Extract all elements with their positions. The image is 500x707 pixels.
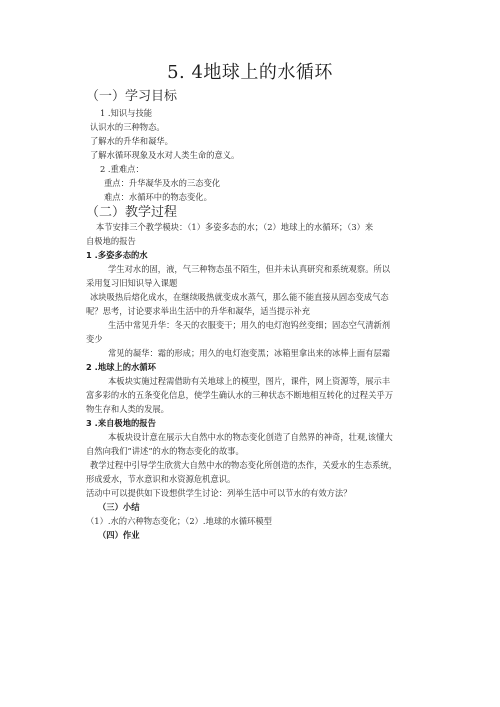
paragraph-line: 形成爱水，节水意识和水资源危机意识。 xyxy=(86,474,236,484)
paragraph-line: 自极地的报告 xyxy=(86,236,136,246)
objective-line: 了解水循环现象及水对人类生命的意义。 xyxy=(90,150,240,160)
paragraph-line: 采用复习旧知识导入课题 xyxy=(86,278,178,288)
paragraph-line: 本节安排三个教学模块：（1）多姿多态的水；（2）地球上的水循环；（3）来 xyxy=(96,222,374,232)
module-heading-2: 2 .地球上的水循环 xyxy=(86,362,156,372)
summary-line: （1）.水的六种物态变化；（2）.地球的水循环模型 xyxy=(86,516,272,526)
paragraph-line: 本板块设计意在展示大自然中水的物态变化创造了自然界的神奇，壮观,该懂大 xyxy=(108,432,393,442)
paragraph-line: 变少 xyxy=(86,334,103,344)
module-heading-3: 3 .来自极地的报告 xyxy=(86,418,156,428)
paragraph-line: 教学过程中引导学生欣赏大自然中水的物态变化所创造的杰作，关爱水的生态系统， xyxy=(90,460,397,470)
objective-line: 了解水的升华和凝华。 xyxy=(90,136,173,146)
objective-line: 认识水的三种物态。 xyxy=(90,122,165,132)
paragraph-line: 自然向我们”讲述”的水的物态变化的故事。 xyxy=(86,446,244,456)
section-heading-objectives: （一）学习目标 xyxy=(86,89,178,104)
key-point-focus: 重点：升华凝华及水的三态变化 xyxy=(104,178,221,188)
section-heading-homework: （四）作业 xyxy=(98,530,140,540)
paragraph-line: 学生对水的固，液，气三种物态虽不陌生，但并未认真研究和系统观察。所以 xyxy=(108,264,391,274)
key-point-difficulty: 难点：水循环中的物态变化。 xyxy=(104,192,212,202)
paragraph-line: 富多彩的水的五条变化信息，使学生确认水的三种状态不断地相互转化的过程关乎万 xyxy=(86,390,393,400)
paragraph-line: 常见的凝华：霜的形成；用久的电灯泡变黑；冰箱里拿出来的冰棒上面有层霜 xyxy=(108,348,391,358)
paragraph-line: 呢？思考，讨论要求举出生活中的升华和凝华，适当提示补充 xyxy=(86,306,311,316)
page-title: 5. 4地球上的水循环 xyxy=(167,62,333,83)
paragraph-line: 生活中常见升华：冬天的衣服变干；用久的电灯泡钨丝变细；固态空气清新剂 xyxy=(108,320,391,330)
module-heading-1: 1 .多姿多态的水 xyxy=(86,250,148,260)
paragraph-line: 冰块吸热后熔化成水，在继续吸热就变成水蒸气，那么能不能直接从固态变成气态 xyxy=(90,292,389,302)
paragraph-line: 物生存和人类的发展。 xyxy=(86,404,169,414)
section-heading-process: （二）教学过程 xyxy=(86,205,178,220)
subheading-knowledge: 1 .知识与技能 xyxy=(100,108,153,118)
subheading-key-points: 2 .重难点： xyxy=(100,164,144,174)
paragraph-line: 活动中可以提供如下设想供学生讨论：列举生活中可以节水的有效方法？ xyxy=(86,488,352,498)
paragraph-line: 本板块实施过程需借助有关地球上的模型，图片，课件，网上资源等，展示丰 xyxy=(108,376,391,386)
section-heading-summary: （三）小结 xyxy=(98,502,140,512)
